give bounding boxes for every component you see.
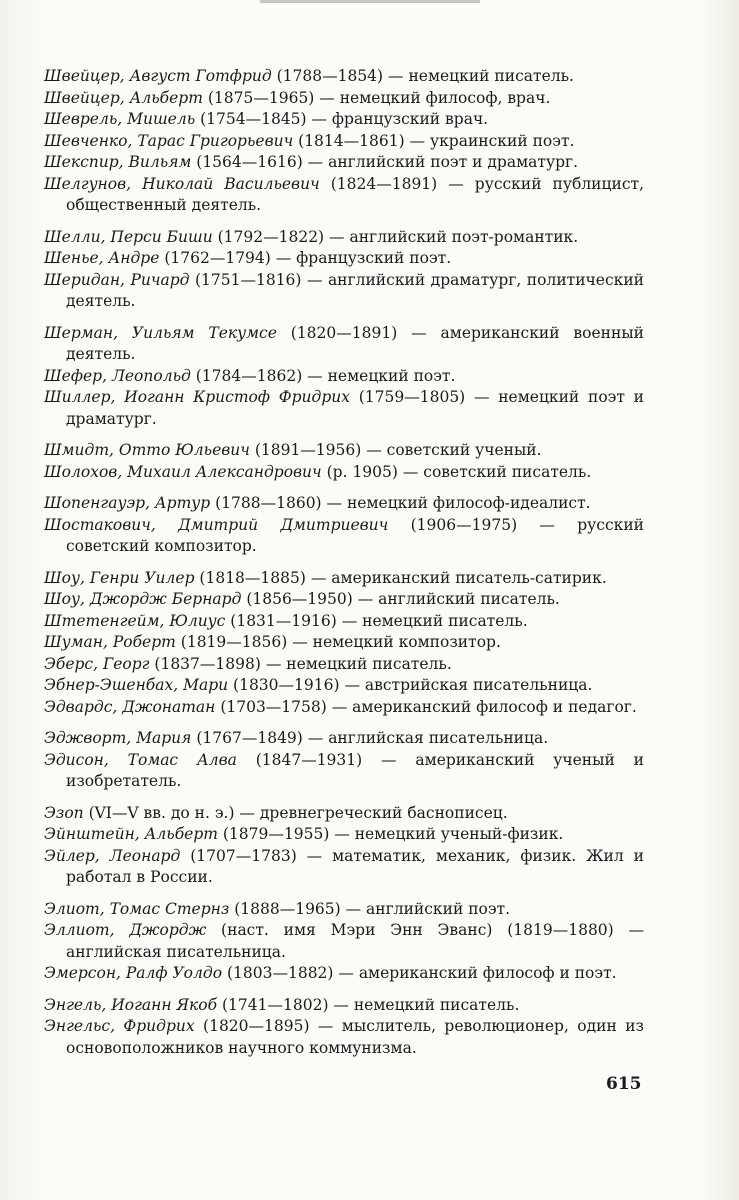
entry-name: Шопенгауэр, Артур: [44, 494, 211, 512]
index-entry: [44, 387, 644, 430]
entry-text: (1754—1845) — французский врач.: [195, 110, 489, 128]
biographical-index-list: [44, 66, 644, 1059]
entry-name: Эйнштейн, Альберт: [44, 825, 218, 843]
index-entry: [44, 462, 644, 484]
index-entry: [44, 803, 644, 825]
entry-name: Элиот, Томас Стернз: [44, 899, 230, 918]
entry-name: Шоу, Генри Уилер: [44, 568, 195, 587]
entry-name: Штетенгейм, Юлиус: [44, 611, 226, 630]
index-entry: [44, 152, 644, 174]
entry-name: Швейцер, Альберт: [44, 88, 203, 107]
index-entry: [44, 270, 644, 313]
page-number: 615: [606, 1074, 642, 1094]
index-entry: [44, 227, 644, 249]
entry-text: (1906—1975) — русский советский композитор.: [66, 515, 644, 555]
entry-name: Шуман, Роберт: [44, 633, 176, 651]
entry-name: Шоу, Джордж Бернард: [44, 590, 242, 608]
entry-text: (1819—1856) — немецкий композитор.: [175, 633, 501, 651]
entry-text: (1814—1861) — украинский поэт.: [293, 131, 575, 150]
index-entry: [44, 963, 644, 985]
index-entry: [44, 88, 644, 110]
entry-name: Эбнер-Эшенбах, Мари: [44, 676, 229, 694]
entry-name: Эджворт, Мария: [44, 729, 192, 747]
entry-text: (1847—1931) — американский ученый и изобретатель.: [66, 750, 644, 790]
entry-name: Эйлер, Леонард: [44, 846, 181, 865]
entry-name: Эллиот, Джордж: [44, 921, 207, 939]
entry-name: Шенье, Андре: [44, 249, 160, 267]
entry-name: Шефер, Леопольд: [44, 366, 191, 385]
entry-name: Эберс, Георг: [44, 654, 150, 673]
entry-name: Шиллер, Иоганн Кристоф Фридрих: [44, 388, 350, 406]
index-entry: [44, 654, 644, 676]
index-entry: [44, 366, 644, 388]
entry-text: (1888—1965) — английский поэт.: [229, 899, 511, 918]
entry-text: (1803—1882) — американский философ и поэт.: [222, 964, 617, 982]
entry-text: (1820—1895) — мыслитель, революционер, один из основоположников научного коммунизма.: [66, 1017, 644, 1057]
entry-name: Шелгунов, Николай Васильевич: [44, 174, 320, 193]
index-entry: [44, 515, 644, 558]
entry-name: Шелли, Перси Биши: [44, 227, 213, 246]
entry-text: (1875—1965) — немецкий философ, врач.: [202, 88, 551, 107]
entry-text: (1818—1885) — американский писатель-сатирик.: [194, 568, 607, 587]
index-entry: [44, 493, 644, 515]
entry-name: Шолохов, Михаил Александрович: [44, 462, 322, 481]
index-entry: [44, 611, 644, 633]
entry-text: (р. 1905) — советский писатель.: [321, 462, 592, 481]
entry-text: (1830—1916) — австрийская писательница.: [228, 676, 593, 694]
entry-text: (1767—1849) — английская писательница.: [191, 729, 549, 747]
entry-name: Энгель, Иоганн Якоб: [44, 995, 218, 1014]
entry-name: Шостакович, Дмитрий Дмитриевич: [44, 515, 389, 534]
entry-text: (наст. имя Мэри Энн Эванс) (1819—1880) — английская писательница.: [66, 921, 645, 961]
index-entry: [44, 568, 644, 590]
index-entry: [44, 589, 644, 611]
entry-name: Шеврель, Мишель: [44, 110, 196, 128]
index-entry: [44, 323, 644, 366]
entry-name: Эдвардс, Джонатан: [44, 697, 216, 716]
entry-name: Шеридан, Ричард: [44, 270, 190, 289]
entry-text: (1792—1822) — английский поэт-романтик.: [212, 227, 579, 246]
index-entry: [44, 697, 644, 719]
entry-name: Шекспир, Вильям: [44, 153, 192, 171]
entry-text: (1784—1862) — немецкий поэт.: [190, 366, 456, 385]
entry-text: (1564—1616) — английский поэт и драматург.: [191, 153, 579, 171]
index-entry: [44, 1016, 644, 1059]
entry-name: Шмидт, Отто Юльевич: [44, 441, 250, 459]
entry-text: (1856—1950) — английский писатель.: [241, 590, 560, 608]
index-entry: [44, 750, 644, 793]
entry-text: (1879—1955) — немецкий ученый-физик.: [217, 825, 564, 843]
entry-text: (1788—1860) — немецкий философ-идеалист.: [210, 494, 591, 512]
index-entry: [44, 675, 644, 697]
index-entry: [44, 728, 644, 750]
index-entry: [44, 248, 644, 270]
entry-text: (1751—1816) — английский драматург, политический деятель.: [66, 270, 645, 310]
index-entry: [44, 920, 644, 963]
entry-text: (1788—1854) — немецкий писатель.: [271, 67, 574, 85]
index-entry: [44, 846, 644, 889]
entry-text: (1824—1891) — русский публицист, общественный деятель.: [66, 174, 644, 214]
entry-text: (1891—1956) — советский ученый.: [249, 441, 542, 459]
index-entry: [44, 632, 644, 654]
entry-name: Эзоп: [44, 803, 84, 822]
index-entry: [44, 995, 644, 1017]
index-entry: [44, 109, 644, 131]
entry-text: (1762—1794) — французский поэт.: [159, 249, 452, 267]
entry-text: (1759—1805) — немецкий поэт и драматург.: [66, 388, 645, 428]
entry-text: (1741—1802) — немецкий писатель.: [217, 995, 520, 1014]
entry-name: Шерман, Уильям Текумсе: [44, 323, 277, 342]
index-entry: [44, 174, 644, 217]
entry-text: (1703—1758) — американский философ и педагог.: [215, 697, 637, 716]
entry-name: Швейцер, Август Готфрид: [44, 67, 272, 85]
entry-name: Эдисон, Томас Алва: [44, 750, 237, 769]
entry-text: (1820—1891) — американский военный деятель.: [66, 323, 644, 363]
entry-text: (1837—1898) — немецкий писатель.: [149, 654, 452, 673]
index-entry: [44, 66, 644, 88]
index-entry: [44, 824, 644, 846]
index-entry: [44, 899, 644, 921]
entry-name: Шевченко, Тарас Григорьевич: [44, 131, 294, 150]
index-entry: [44, 440, 644, 462]
entry-name: Энгельс, Фридрих: [44, 1017, 195, 1035]
entry-name: Эмерсон, Ралф Уолдо: [44, 964, 223, 982]
entry-text: (VI—V вв. до н. э.) — древнегреческий баснописец.: [83, 803, 508, 822]
page-top-edge: [260, 0, 480, 3]
entry-text: (1707—1783) — математик, механик, физик. Жил и работал в России.: [66, 846, 644, 886]
index-entry: [44, 131, 644, 153]
entry-text: (1831—1916) — немецкий писатель.: [225, 611, 528, 630]
